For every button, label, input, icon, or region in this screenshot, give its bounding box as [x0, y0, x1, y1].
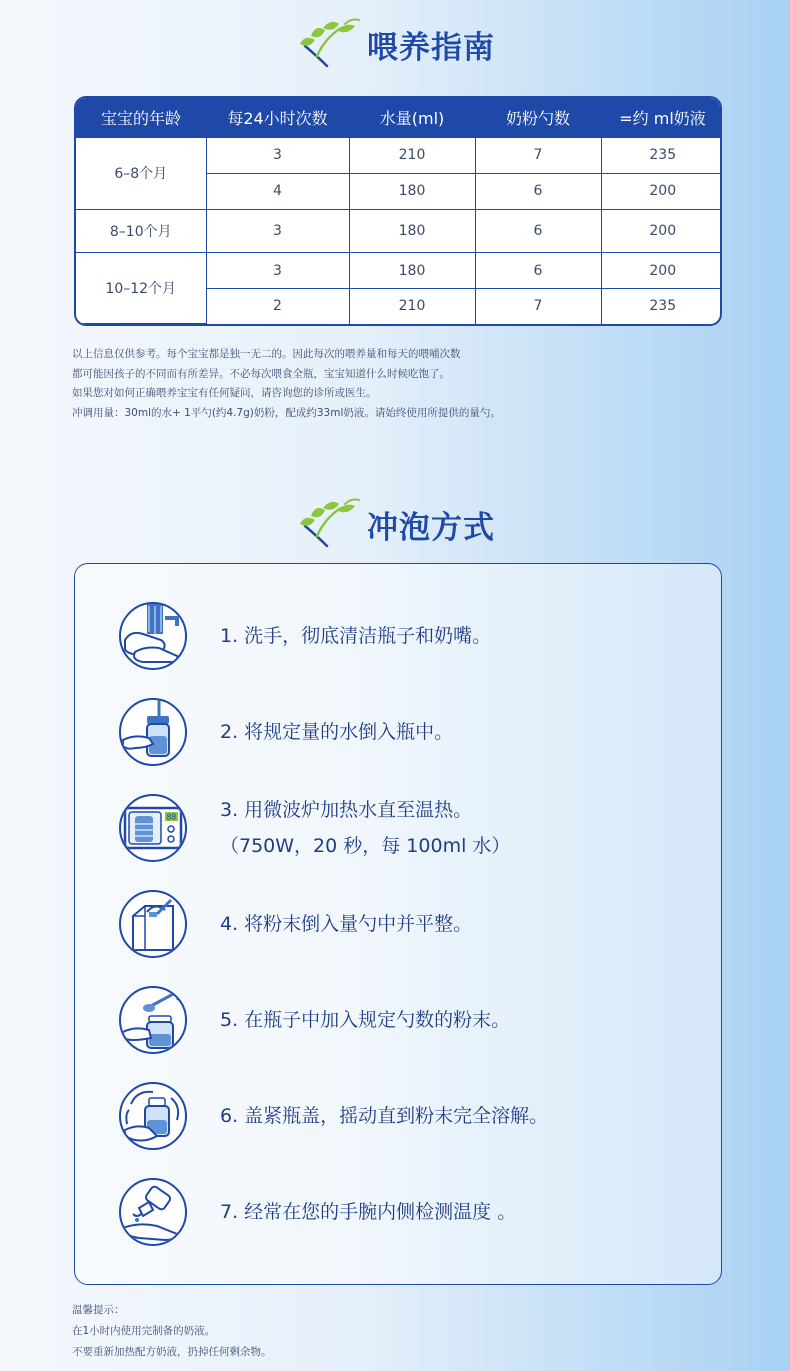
wrist-test-icon — [119, 1178, 187, 1246]
step-5-text — [220, 1002, 510, 1038]
step-3 — [119, 790, 699, 866]
note-line: 如果您对如何正确喂养宝宝有任何疑问，请咨询您的诊所或医生。 — [72, 387, 377, 399]
age-cell: 8–10个月 — [76, 209, 206, 252]
table-header-row — [76, 98, 722, 138]
warm-tips — [72, 1300, 752, 1363]
table-cell: 6 — [475, 253, 601, 289]
table-cell: 7 — [475, 289, 601, 324]
table-cell: 4 — [206, 173, 349, 209]
age-cell: 6–8个月 — [76, 138, 206, 210]
step-3-text — [220, 792, 510, 864]
feeding-guide-heading — [0, 14, 790, 74]
step-4 — [119, 886, 699, 962]
preparation-steps-panel — [74, 563, 722, 1285]
preparation-title: 冲泡方式 — [367, 509, 495, 546]
step-3-line: 3. 用微波炉加热水直至温热。 — [220, 799, 473, 821]
header-feeds-per-day: 每24小时次数 — [206, 98, 349, 138]
hand-washing-icon — [119, 602, 187, 670]
tip-line: 在1小时内使用完制备的奶液。 — [72, 1325, 216, 1337]
table-cell: 6 — [475, 209, 601, 252]
header-age: 宝宝的年龄 — [76, 98, 206, 138]
step-5-line: 5. 在瓶子中加入规定勺数的粉末。 — [220, 1009, 511, 1031]
leaf-sprig-icon — [295, 496, 365, 552]
table-cell: 235 — [601, 138, 722, 174]
step-3-subline: （750W，20 秒，每 100ml 水） — [220, 835, 511, 857]
table-row — [76, 253, 722, 289]
header-water-amount: 水量(ml) — [349, 98, 475, 138]
step-7-text — [220, 1194, 516, 1230]
step-5 — [119, 982, 699, 1058]
table-cell: 2 — [206, 289, 349, 324]
note-line: 以上信息仅供参考。每个宝宝都是独一无二的。因此每次的喂养量和每天的喂哺次数 — [72, 348, 461, 360]
add-powder-icon — [119, 986, 187, 1054]
table-cell: 7 — [475, 138, 601, 174]
step-2-line: 2. 将规定量的水倒入瓶中。 — [220, 721, 454, 743]
note-line: 冲调用量：30ml的水+ 1平勺(约4.7g)奶粉，配成约33ml奶液。请始终使用所提供的量勺。 — [72, 406, 501, 419]
step-6-text — [220, 1098, 548, 1134]
note-line: 都可能因孩子的不同而有所差异。不必每次喂食全瓶，宝宝知道什么时候吃饱了。 — [72, 367, 450, 380]
table-cell: 3 — [206, 209, 349, 252]
table-cell: 180 — [349, 209, 475, 252]
table-cell: 200 — [601, 173, 722, 209]
step-1 — [119, 598, 699, 674]
microwave-icon — [119, 794, 187, 862]
header-scoops: 奶粉勺数 — [475, 98, 601, 138]
leaf-sprig-icon — [295, 16, 365, 72]
preparation-heading — [0, 494, 790, 554]
table-cell: 3 — [206, 138, 349, 174]
step-2-text — [220, 714, 453, 750]
step-4-text — [220, 906, 472, 942]
feeding-notes — [72, 345, 752, 423]
step-1-text — [220, 618, 491, 654]
table-cell: 210 — [349, 289, 475, 324]
step-1-line: 1. 洗手，彻底清洁瓶子和奶嘴。 — [220, 625, 492, 647]
table-cell: 180 — [349, 173, 475, 209]
step-7 — [119, 1174, 699, 1250]
table-cell: 200 — [601, 209, 722, 252]
table-row — [76, 209, 722, 252]
powder-scoop-icon — [119, 890, 187, 958]
step-6-line: 6. 盖紧瓶盖，摇动直到粉末完全溶解。 — [220, 1105, 549, 1127]
step-4-line: 4. 将粉末倒入量勺中并平整。 — [220, 913, 473, 935]
table-cell: 200 — [601, 253, 722, 289]
table-cell: 235 — [601, 289, 722, 324]
age-cell: 10–12个月 — [76, 253, 206, 324]
step-2 — [119, 694, 699, 770]
feeding-guide-title: 喂养指南 — [367, 29, 495, 66]
table-row — [76, 138, 722, 174]
table-cell: 180 — [349, 253, 475, 289]
tip-line: 不要重新加热配方奶液，扔掉任何剩余物。 — [72, 1346, 272, 1358]
tips-heading: 温馨提示： — [72, 1304, 125, 1316]
header-milk-volume: =约 ml奶液 — [601, 98, 722, 138]
pour-water-icon — [119, 698, 187, 766]
table-cell: 6 — [475, 173, 601, 209]
table-cell: 3 — [206, 253, 349, 289]
step-6 — [119, 1078, 699, 1154]
step-7-line: 7. 经常在您的手腕内侧检测温度 。 — [220, 1201, 517, 1223]
feeding-table — [74, 96, 722, 326]
table-cell: 210 — [349, 138, 475, 174]
microwave-display: 88 — [166, 812, 177, 822]
shake-bottle-icon — [119, 1082, 187, 1150]
